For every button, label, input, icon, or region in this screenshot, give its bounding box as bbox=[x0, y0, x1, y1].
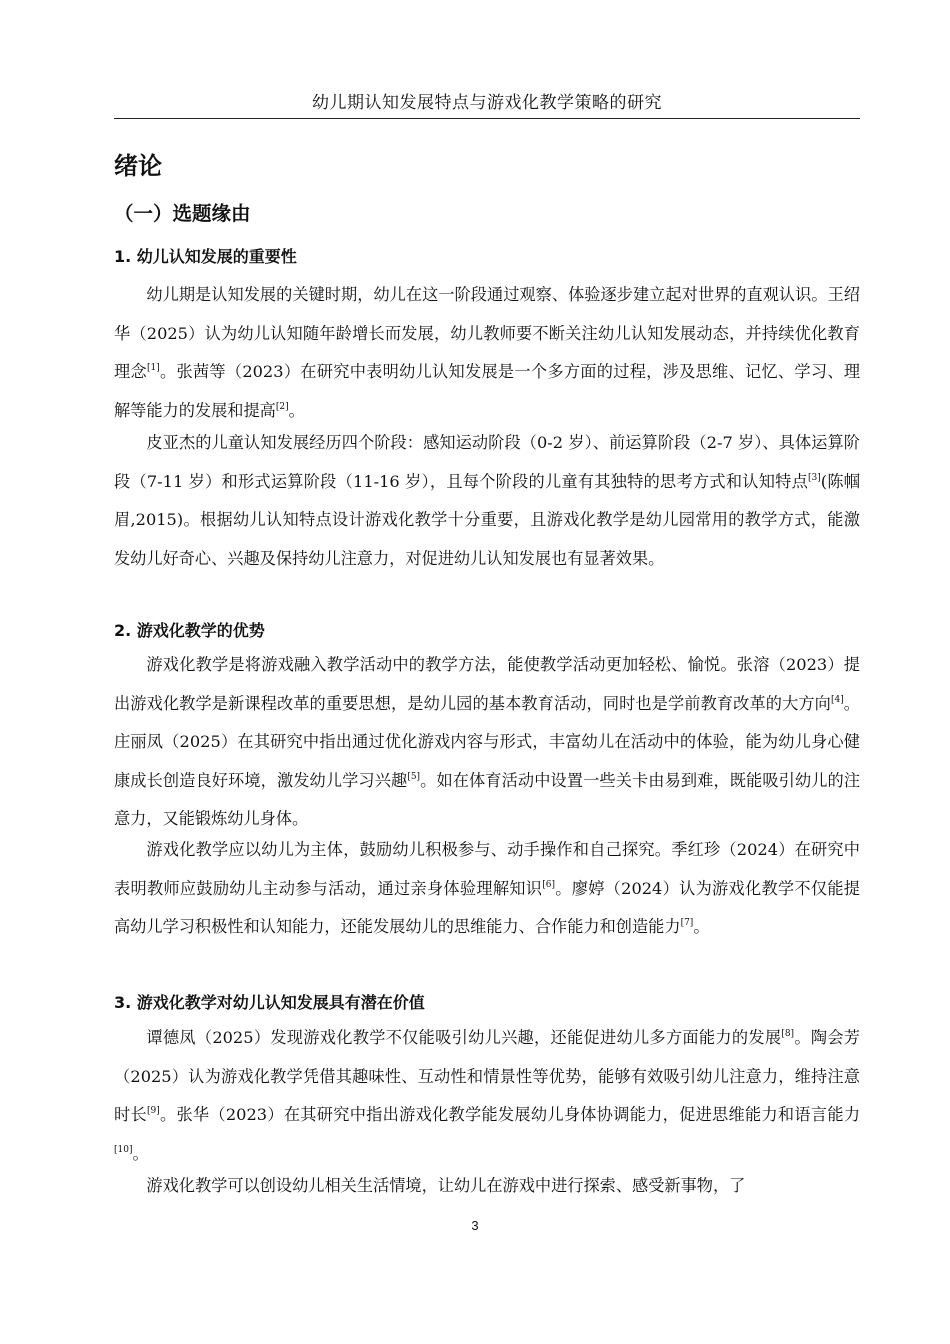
paragraph bbox=[114, 646, 860, 839]
paragraph bbox=[114, 831, 860, 947]
citation-ref[interactable]: [2] bbox=[275, 401, 289, 412]
paragraph bbox=[114, 1019, 860, 1173]
paragraph-text: 。 bbox=[693, 917, 710, 936]
paragraph-text: 幼儿期是认知发展的关键时期，幼儿在这一阶段通过观察、体验逐步建立起对世界的直观认识。王绍华（2025）认为幼儿认知随年龄增长而发展，幼儿教师要不断关注幼儿认知发展动态，并持续优化教育理念 bbox=[114, 285, 860, 381]
paragraph-text: 。张茜等（2023）在研究中表明幼儿认知发展是一个多方面的过程，涉及思维、记忆、学习、理解等能力的发展和提高 bbox=[114, 362, 861, 420]
paragraph-text: 。 bbox=[288, 400, 305, 420]
paragraph-text: 游戏化教学应以幼儿为主体，鼓励幼儿积极参与、动手操作和自己探究。季红珍（2024）在研究中表明教师应鼓励幼儿主动参与活动，通过亲身体验理解知识 bbox=[114, 840, 860, 898]
paragraph-text: 。庄丽凤（2025）在其研究中指出通过优化游戏内容与形式，丰富幼儿在活动中的体验，能为幼儿身心健康成长创造良好环境，激发幼儿学习兴趣 bbox=[114, 693, 860, 790]
citation-ref[interactable]: [4] bbox=[830, 694, 844, 705]
citation-ref[interactable]: [3] bbox=[808, 472, 821, 483]
paragraph-text: 皮亚杰的儿童认知发展经历四个阶段：感知运动阶段（0-2 岁）、前运算阶段（2-7 岁）、具体运算阶段（7-11 岁）和形式运算阶段（11-16 岁），且每个阶段的儿童有其独特的思考方式和认知特点 bbox=[114, 433, 860, 491]
citation-ref[interactable]: [9] bbox=[146, 1106, 160, 1116]
subsection-title-1: 1. 幼儿认知发展的重要性 bbox=[114, 247, 297, 266]
paragraph-text: 。陶会芳（2025）认为游戏化教学凭借其趣味性、互动性和情景性等优势，能够有效吸引幼儿注意力，维持注意时长 bbox=[114, 1028, 860, 1124]
paragraph-text: 。如在体育活动中设置一些关卡由易到难，既能吸引幼儿的注意力，又能锻炼幼儿身体。 bbox=[114, 770, 861, 828]
paragraph bbox=[114, 1167, 860, 1206]
citation-ref[interactable]: [6] bbox=[542, 879, 555, 890]
header-rule bbox=[114, 118, 860, 119]
paragraph-text: 游戏化教学是将游戏融入教学活动中的教学方法，能使教学活动更加轻松、愉悦。张溶（2023）提出游戏化教学是新课程改革的重要思想，是幼儿园的基本教育活动，同时也是学前教育改革的大方向 bbox=[114, 655, 860, 713]
citation-ref[interactable]: [8] bbox=[781, 1029, 795, 1039]
citation-ref[interactable]: [5] bbox=[407, 771, 421, 782]
citation-ref[interactable]: [10] bbox=[114, 1144, 133, 1155]
paragraph bbox=[114, 424, 860, 578]
paragraph-text: (陈帼眉,2015)。根据幼儿认知特点设计游戏化教学十分重要，且游戏化教学是幼儿园常用的教学方式，能激发幼儿好奇心、兴趣及保持幼儿注意力，对促进幼儿认知发展也有显著效果。 bbox=[114, 471, 860, 568]
paragraph-text: 。张华（2023）在其研究中指出游戏化教学能发展幼儿身体协调能力，促进思维能力和语言能力 bbox=[159, 1105, 861, 1124]
page-number: 3 bbox=[471, 1218, 479, 1233]
citation-ref[interactable]: [1] bbox=[146, 363, 160, 373]
chapter-title: 绪论 bbox=[114, 152, 162, 180]
paragraph-text: 游戏化教学可以创设幼儿相关生活情境，让幼儿在游戏中进行探索、感受新事物，了 bbox=[146, 1176, 746, 1195]
paragraph-text: 。廖婷（2024）认为游戏化教学不仅能提高幼儿学习积极性和认知能力，还能发展幼儿的思维能力、合作能力和创造能力 bbox=[114, 878, 860, 936]
subsection-title-3: 3. 游戏化教学对幼儿认知发展具有潜在价值 bbox=[114, 993, 425, 1012]
running-header: 幼儿期认知发展特点与游戏化教学策略的研究 bbox=[312, 93, 662, 113]
paragraph-text: 。 bbox=[132, 1143, 149, 1163]
citation-ref[interactable]: [7] bbox=[680, 918, 694, 928]
section-title: （一）选题缘由 bbox=[114, 202, 251, 225]
paragraph-text: 谭德凤（2025）发现游戏化教学不仅能吸引幼儿兴趣，还能促进幼儿多方面能力的发展 bbox=[146, 1028, 782, 1047]
paragraph bbox=[114, 276, 860, 430]
subsection-title-2: 2. 游戏化教学的优势 bbox=[114, 621, 265, 640]
